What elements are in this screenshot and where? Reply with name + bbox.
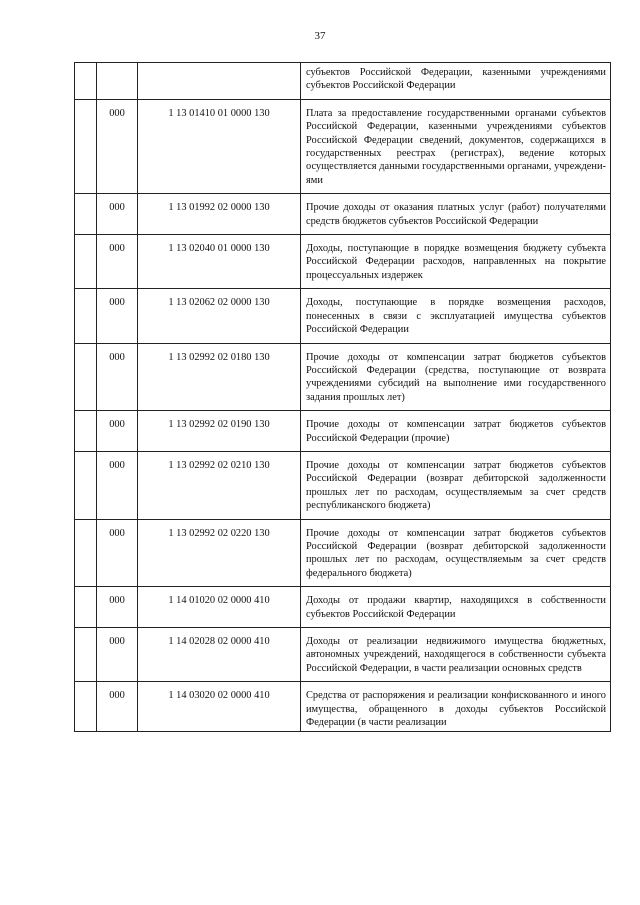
table-row — [75, 451, 611, 519]
table-row — [75, 628, 611, 682]
classification-code-cell: 1 13 02062 02 0000 130 — [138, 289, 301, 343]
row-empty-cell — [75, 99, 97, 193]
table-row — [75, 682, 611, 732]
admin-code-cell: 000 — [97, 99, 138, 193]
revenue-description-cell: Доходы, поступающие в порядке возмещения бюджету субъекта Российской Федерации расходов, направленных на покрытие процессуальных издержек — [301, 235, 611, 289]
page-number: 37 — [314, 30, 326, 42]
row-empty-cell — [75, 451, 97, 519]
table-row — [75, 519, 611, 587]
revenue-description-cell: Прочие доходы от компенсации затрат бюджетов субъектов Российской Федерации (возврат дебиторской задолженности прошлых лет по расходам, осуществляемым за счет средств республиканского бюджета) — [301, 451, 611, 519]
admin-code-cell: 000 — [97, 682, 138, 732]
row-empty-cell — [75, 289, 97, 343]
admin-code-cell: 000 — [97, 519, 138, 587]
classification-code-cell: 1 14 02028 02 0000 410 — [138, 628, 301, 682]
classification-code-cell: 1 14 01020 02 0000 410 — [138, 587, 301, 628]
classification-code-cell: 1 13 02992 02 0190 130 — [138, 411, 301, 452]
classification-code-cell: 1 13 02992 02 0180 130 — [138, 343, 301, 411]
table-row — [75, 343, 611, 411]
admin-code-cell — [97, 63, 138, 100]
table-row — [75, 63, 611, 100]
admin-code-cell: 000 — [97, 235, 138, 289]
revenue-description-cell: Прочие доходы от компенсации затрат бюджетов субъектов Российской Федерации (прочие) — [301, 411, 611, 452]
table-row — [75, 587, 611, 628]
classification-code-cell: 1 13 01992 02 0000 130 — [138, 194, 301, 235]
row-empty-cell — [75, 519, 97, 587]
admin-code-cell: 000 — [97, 343, 138, 411]
classification-code-cell: 1 13 02040 01 0000 130 — [138, 235, 301, 289]
row-empty-cell — [75, 411, 97, 452]
table-row — [75, 411, 611, 452]
classification-code-cell: 1 14 03020 02 0000 410 — [138, 682, 301, 732]
revenue-description-cell: Доходы от реализации недвижимого имущества бюджетных, автономных учреждений, находящегося в собственности субъекта Российской Федерации, в части реализации основных средств — [301, 628, 611, 682]
table-row — [75, 99, 611, 193]
classification-code-cell: 1 13 02992 02 0220 130 — [138, 519, 301, 587]
admin-code-cell: 000 — [97, 628, 138, 682]
row-empty-cell — [75, 682, 97, 732]
revenue-description-cell: Прочие доходы от компенсации затрат бюджетов субъектов Российской Федерации (возврат дебиторской задолженности прошлых лет по расходам, осуществляемым за счет средств федерального бюджета) — [301, 519, 611, 587]
row-empty-cell — [75, 194, 97, 235]
row-empty-cell — [75, 63, 97, 100]
classification-code-cell: 1 13 02992 02 0210 130 — [138, 451, 301, 519]
admin-code-cell: 000 — [97, 451, 138, 519]
row-empty-cell — [75, 587, 97, 628]
revenue-description-cell: Прочие доходы от компенсации затрат бюджетов субъектов Российской Федерации (средства, поступающие от возврата учреждениями субсидий на выполнение ими государственного задания прошлых лет) — [301, 343, 611, 411]
table-row — [75, 194, 611, 235]
classification-code-cell — [138, 63, 301, 100]
revenue-description-cell: Прочие доходы от оказания платных услуг (работ) получателями средств бюджетов субъектов Российской Федерации — [301, 194, 611, 235]
row-empty-cell — [75, 628, 97, 682]
revenue-description-cell: Доходы от продажи квартир, находящихся в собственности субъектов Российской Федерации — [301, 587, 611, 628]
revenue-description-cell: субъектов Российской Федерации, казенными учреждениями субъектов Российской Федерации — [301, 63, 611, 100]
revenue-description-cell: Средства от распоряжения и реализации конфискованного и иного имущества, обращенного в доходы субъектов Российской Федерации (в части реализации — [301, 682, 611, 732]
admin-code-cell: 000 — [97, 194, 138, 235]
table-row — [75, 289, 611, 343]
admin-code-cell: 000 — [97, 289, 138, 343]
admin-code-cell: 000 — [97, 587, 138, 628]
row-empty-cell — [75, 235, 97, 289]
revenue-codes-table — [74, 62, 611, 732]
revenue-description-cell: Доходы, поступающие в порядке возмещения расходов, понесенных в связи с эксплуатацией имущества субъектов Российской Федерации — [301, 289, 611, 343]
table-row — [75, 235, 611, 289]
classification-code-cell: 1 13 01410 01 0000 130 — [138, 99, 301, 193]
admin-code-cell: 000 — [97, 411, 138, 452]
revenue-description-cell: Плата за предоставление государственными органами субъектов Российской Федерации, казенными учреждениями субъектов Российской Федерации сведений, документов, содержащихся в государственных реестрах (регистрах), ведение которых осуществляется данными государственными органами, учреждениями — [301, 99, 611, 193]
row-empty-cell — [75, 343, 97, 411]
